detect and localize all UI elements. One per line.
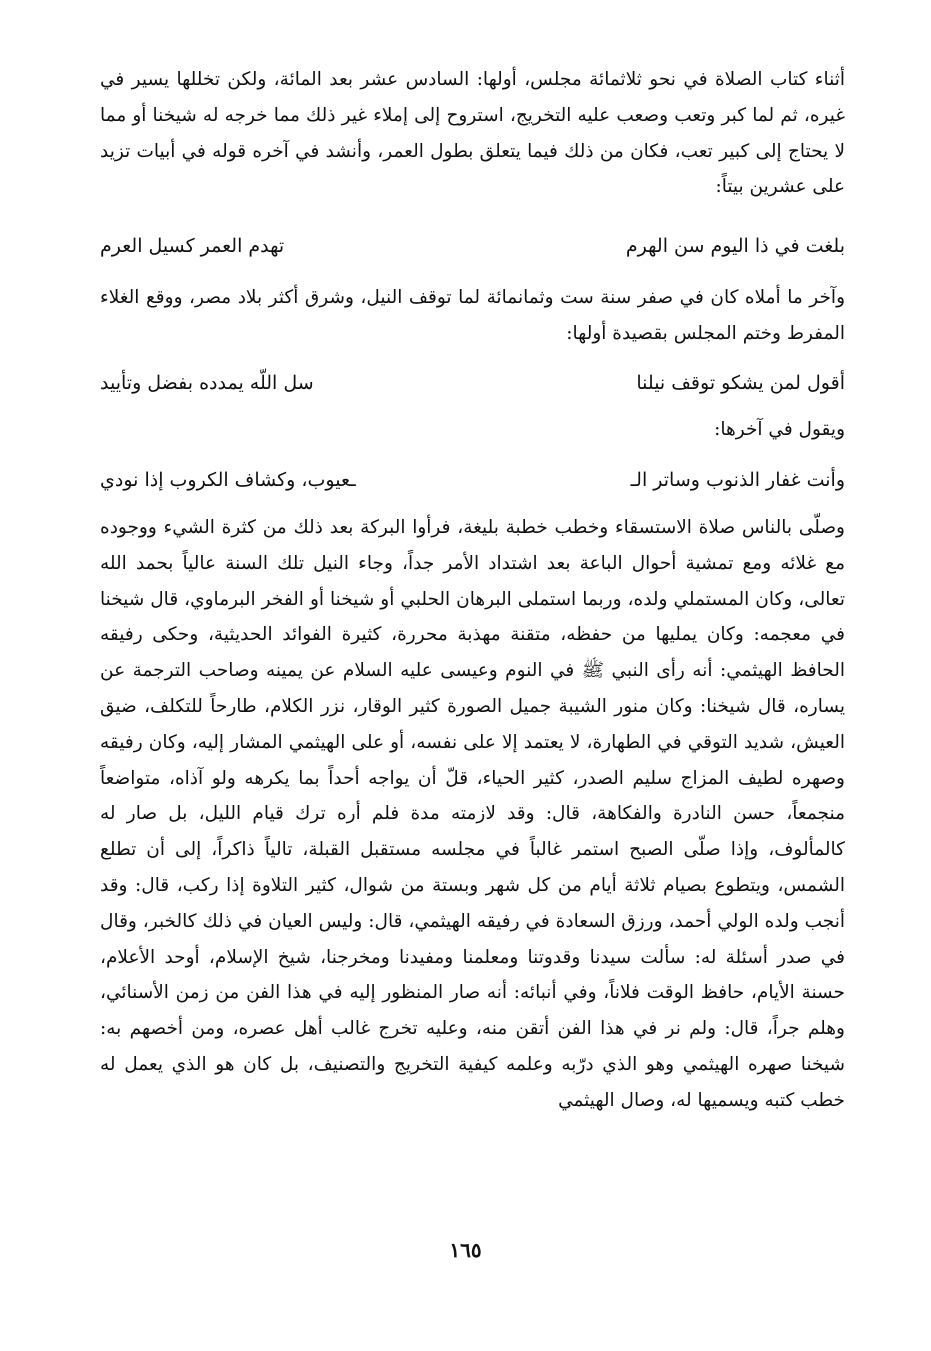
paragraph-main-body: وصلّى بالناس صلاة الاستسقاء وخطب خطبة بليغة، فرأوا البركة بعد ذلك من كثرة الشيء ووجوده مع غلائه ومع تمشية أحوال الباعة بعد اشتداد الأمر جداً، وجاء النيل تلك السنة عالياً بحمد الله تعالى، وكان المستملي ولده، وربما استملى البرهان الحلبي أو شيخنا أو الفخر البرماوي، قال شيخنا في معجمه: وكان يمليها من حفظه، متقنة مهذبة محررة، كثيرة الفوائد الحديثية، وحكى رفيقه الحافظ الهيثمي: أنه رأى النبي ﷺ في النوم وعيسى عليه السلام عن يمينه وصاحب الترجمة عن يساره، قال شيخنا: وكان منور الشيبة جميل الصورة كثير الوقار، نزر الكلام، طارحاً للتكلف، ضيق العيش، شديد التوقي في الطهارة، لا يعتمد إلا على نفسه، أو على الهيثمي المشار إليه، وكان رفيقه وصهره لطيف المزاج سليم الصدر، كثير الحياء، قلّ أن يواجه أحداً بما يكرهه ولو آذاه، متواضعاً منجمعاً، حسن النادرة والفكاهة، قال: وقد لازمته مدة فلم أره ترك قيام الليل، بل صار له كالمألوف، وإذا صلّى الصبح استمر غالباً في مجلسه مستقبل القبلة، تالياً ذاكراً، إلى أن تطلع الشمس، ويتطوع بصيام ثلاثة أيام من كل شهر وبستة من شوال، كثير التلاوة إذا ركب، قال: وقد أنجب ولده الولي أحمد، ورزق السعادة في رفيقه الهيثمي، قال: وليس العيان في ذلك كالخبر، وقال في صدر أسئلة له: سألت سيدنا وقدوتنا ومعلمنا ومفيدنا ومخرجنا، شيخ الإسلام، أوحد الأعلام، حسنة الأيام، حافظ الوقت فلاناً، وفي أنبائه: أنه صار المنظور إليه في هذا الفن من زمن الأسنائي، وهلم جراً، قال: ولم نر في هذا الفن أتقن منه، وعليه تخرج غالب أهل عصره، ومن أخصهم به: شيخنا صهره الهيثمي وهو الذي درّبه وعلمه كيفية التخريج والتصنيف، بل كان هو الذي يعمل له خطب كتبه ويسميها له، وصال الهيثمي (100, 517, 845, 1111)
verse-3-second-hemistich: ـعيوب، وكشاف الكروب إذا نودي (100, 469, 356, 491)
paragraph-last-dictation: وآخر ما أملاه كان في صفر سنة ست وثمانمائة لما توقف النيل، وشرق أكثر بلاد مصر، ووقع الغلاء المفرط وختم المجلس بقصيدة أولها: (100, 287, 845, 344)
paragraph-ending-intro: ويقول في آخرها: (714, 419, 845, 440)
verse-2-first-hemistich: أقول لمن يشكو توقف نيلنا (636, 372, 845, 394)
verse-2 (100, 365, 845, 401)
paragraph-opening: أثناء كتاب الصلاة في نحو ثلاثمائة مجلس، أولها: السادس عشر بعد المائة، ولكن تخللها يسير في غيره، ثم لما كبر وتعب وصعب عليه التخريج، استروح إلى إملاء غير ذلك مما خرجه له شيخنا أو مما لا يحتاج إلى كبير تعب، فكان من ذلك فيما يتعلق بطول العمر، وأنشد في آخره قوله في أبيات تزيد على عشرين بيتاً: (100, 69, 845, 198)
verse-1 (100, 228, 845, 264)
page-number: ١٦٥ (449, 1238, 482, 1262)
verse-2-second-hemistich: سل اللّه يمدده بفضل وتأييد (100, 372, 314, 394)
verse-3-first-hemistich: وأنت غفار الذنوب وساتر الـ (630, 469, 845, 491)
verse-1-first-hemistich: بلغت في ذا اليوم سن الهرم (625, 235, 845, 257)
verse-3 (100, 462, 845, 498)
verse-1-second-hemistich: تهدم العمر كسيل العرم (100, 235, 285, 257)
